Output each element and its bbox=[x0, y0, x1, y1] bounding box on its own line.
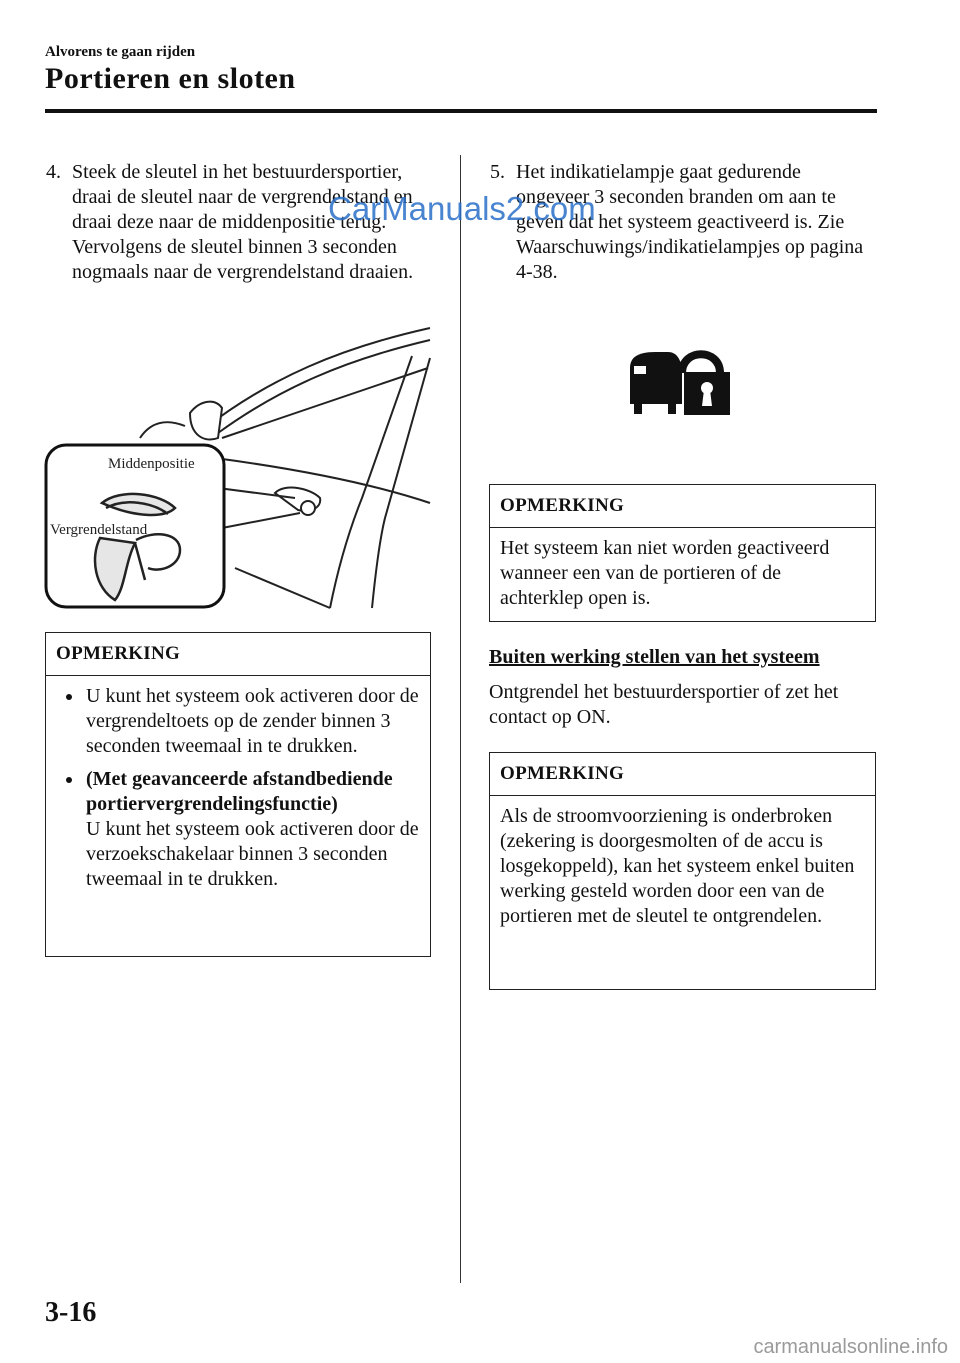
window-frame bbox=[218, 340, 430, 433]
bullet-text: U kunt het systeem ook activeren door de vergrendeltoets op de zender binnen 3 seconden tweemaal in te drukken. bbox=[86, 685, 419, 757]
bullet-text: U kunt het systeem ook activeren door de verzoekschakelaar binnen 3 seconden tweemaal in te drukken. bbox=[86, 818, 419, 890]
step-number: 5. bbox=[490, 161, 505, 183]
note-box bbox=[45, 632, 431, 957]
watermark: CarManuals2.com bbox=[328, 190, 596, 227]
footer-site: carmanualsonline.info bbox=[753, 1336, 948, 1358]
door-edge bbox=[330, 356, 412, 608]
bullet-icon bbox=[66, 777, 72, 783]
header-divider bbox=[45, 109, 877, 113]
label-middle-position: Middenpositie bbox=[108, 456, 195, 472]
door-lock-figure bbox=[40, 318, 440, 613]
note-text: Als de stroomvoorziening is onderbroken (zekering is doorgesmolten of de accu is losgekoppeld), kan het systeem enkel buiten werking gesteld worden door een van de portieren met de sleutel te ontgrendelen. bbox=[500, 805, 855, 927]
note-text: Het systeem kan niet worden geactiveerd wanneer een van de portieren of de achterklep open is. bbox=[500, 537, 830, 609]
section-text: Ontgrendel het bestuurdersportier of zet het contact op ON. bbox=[489, 681, 839, 728]
page-number: 3-16 bbox=[45, 1297, 97, 1328]
note-body bbox=[46, 676, 430, 900]
note-title: OPMERKING bbox=[490, 753, 875, 796]
note-title: OPMERKING bbox=[46, 633, 430, 676]
body-crease bbox=[215, 458, 430, 503]
section-label: Alvorens te gaan rijden bbox=[45, 44, 196, 60]
car-lock-indicator-icon bbox=[620, 338, 735, 418]
rear-door-edge bbox=[372, 358, 430, 608]
label-lock-position: Vergrendelstand bbox=[50, 522, 148, 538]
note-bullet bbox=[56, 684, 420, 759]
callout-leader bbox=[222, 513, 300, 528]
note-title: OPMERKING bbox=[490, 485, 875, 528]
bullet-heading: (Met geavanceerde afstandbediende portiervergrendelingsfunctie) bbox=[86, 768, 393, 815]
page-title: Portieren en sloten bbox=[45, 62, 296, 95]
step-number: 4. bbox=[46, 161, 61, 183]
fender-line bbox=[140, 422, 185, 438]
step-text: Het indikatielampje gaat gedurende ongeveer 3 seconden branden om aan te geven dat het systeem geactiveerd is. Zie Waarschuwings/indikatielampjes op pagina 4-38. bbox=[516, 161, 864, 283]
note-box bbox=[489, 752, 876, 990]
note-box bbox=[489, 484, 876, 622]
window-sill bbox=[222, 368, 428, 438]
lower-line bbox=[235, 568, 330, 608]
step-text: Steek de sleutel in het bestuurdersportier, draai de sleutel naar de vergrendelstand en draai deze naar de middenpositie terug. Vervolgens de sleutel binnen 3 seconden nogmaals naar de vergrendelstand draaien. bbox=[72, 161, 414, 283]
mirror-icon bbox=[190, 402, 222, 440]
column-divider bbox=[460, 155, 461, 1283]
note-bullet bbox=[56, 767, 420, 892]
keyhole-icon bbox=[301, 501, 315, 515]
section-heading: Buiten werking stellen van het systeem bbox=[489, 646, 820, 668]
bullet-icon bbox=[66, 694, 72, 700]
